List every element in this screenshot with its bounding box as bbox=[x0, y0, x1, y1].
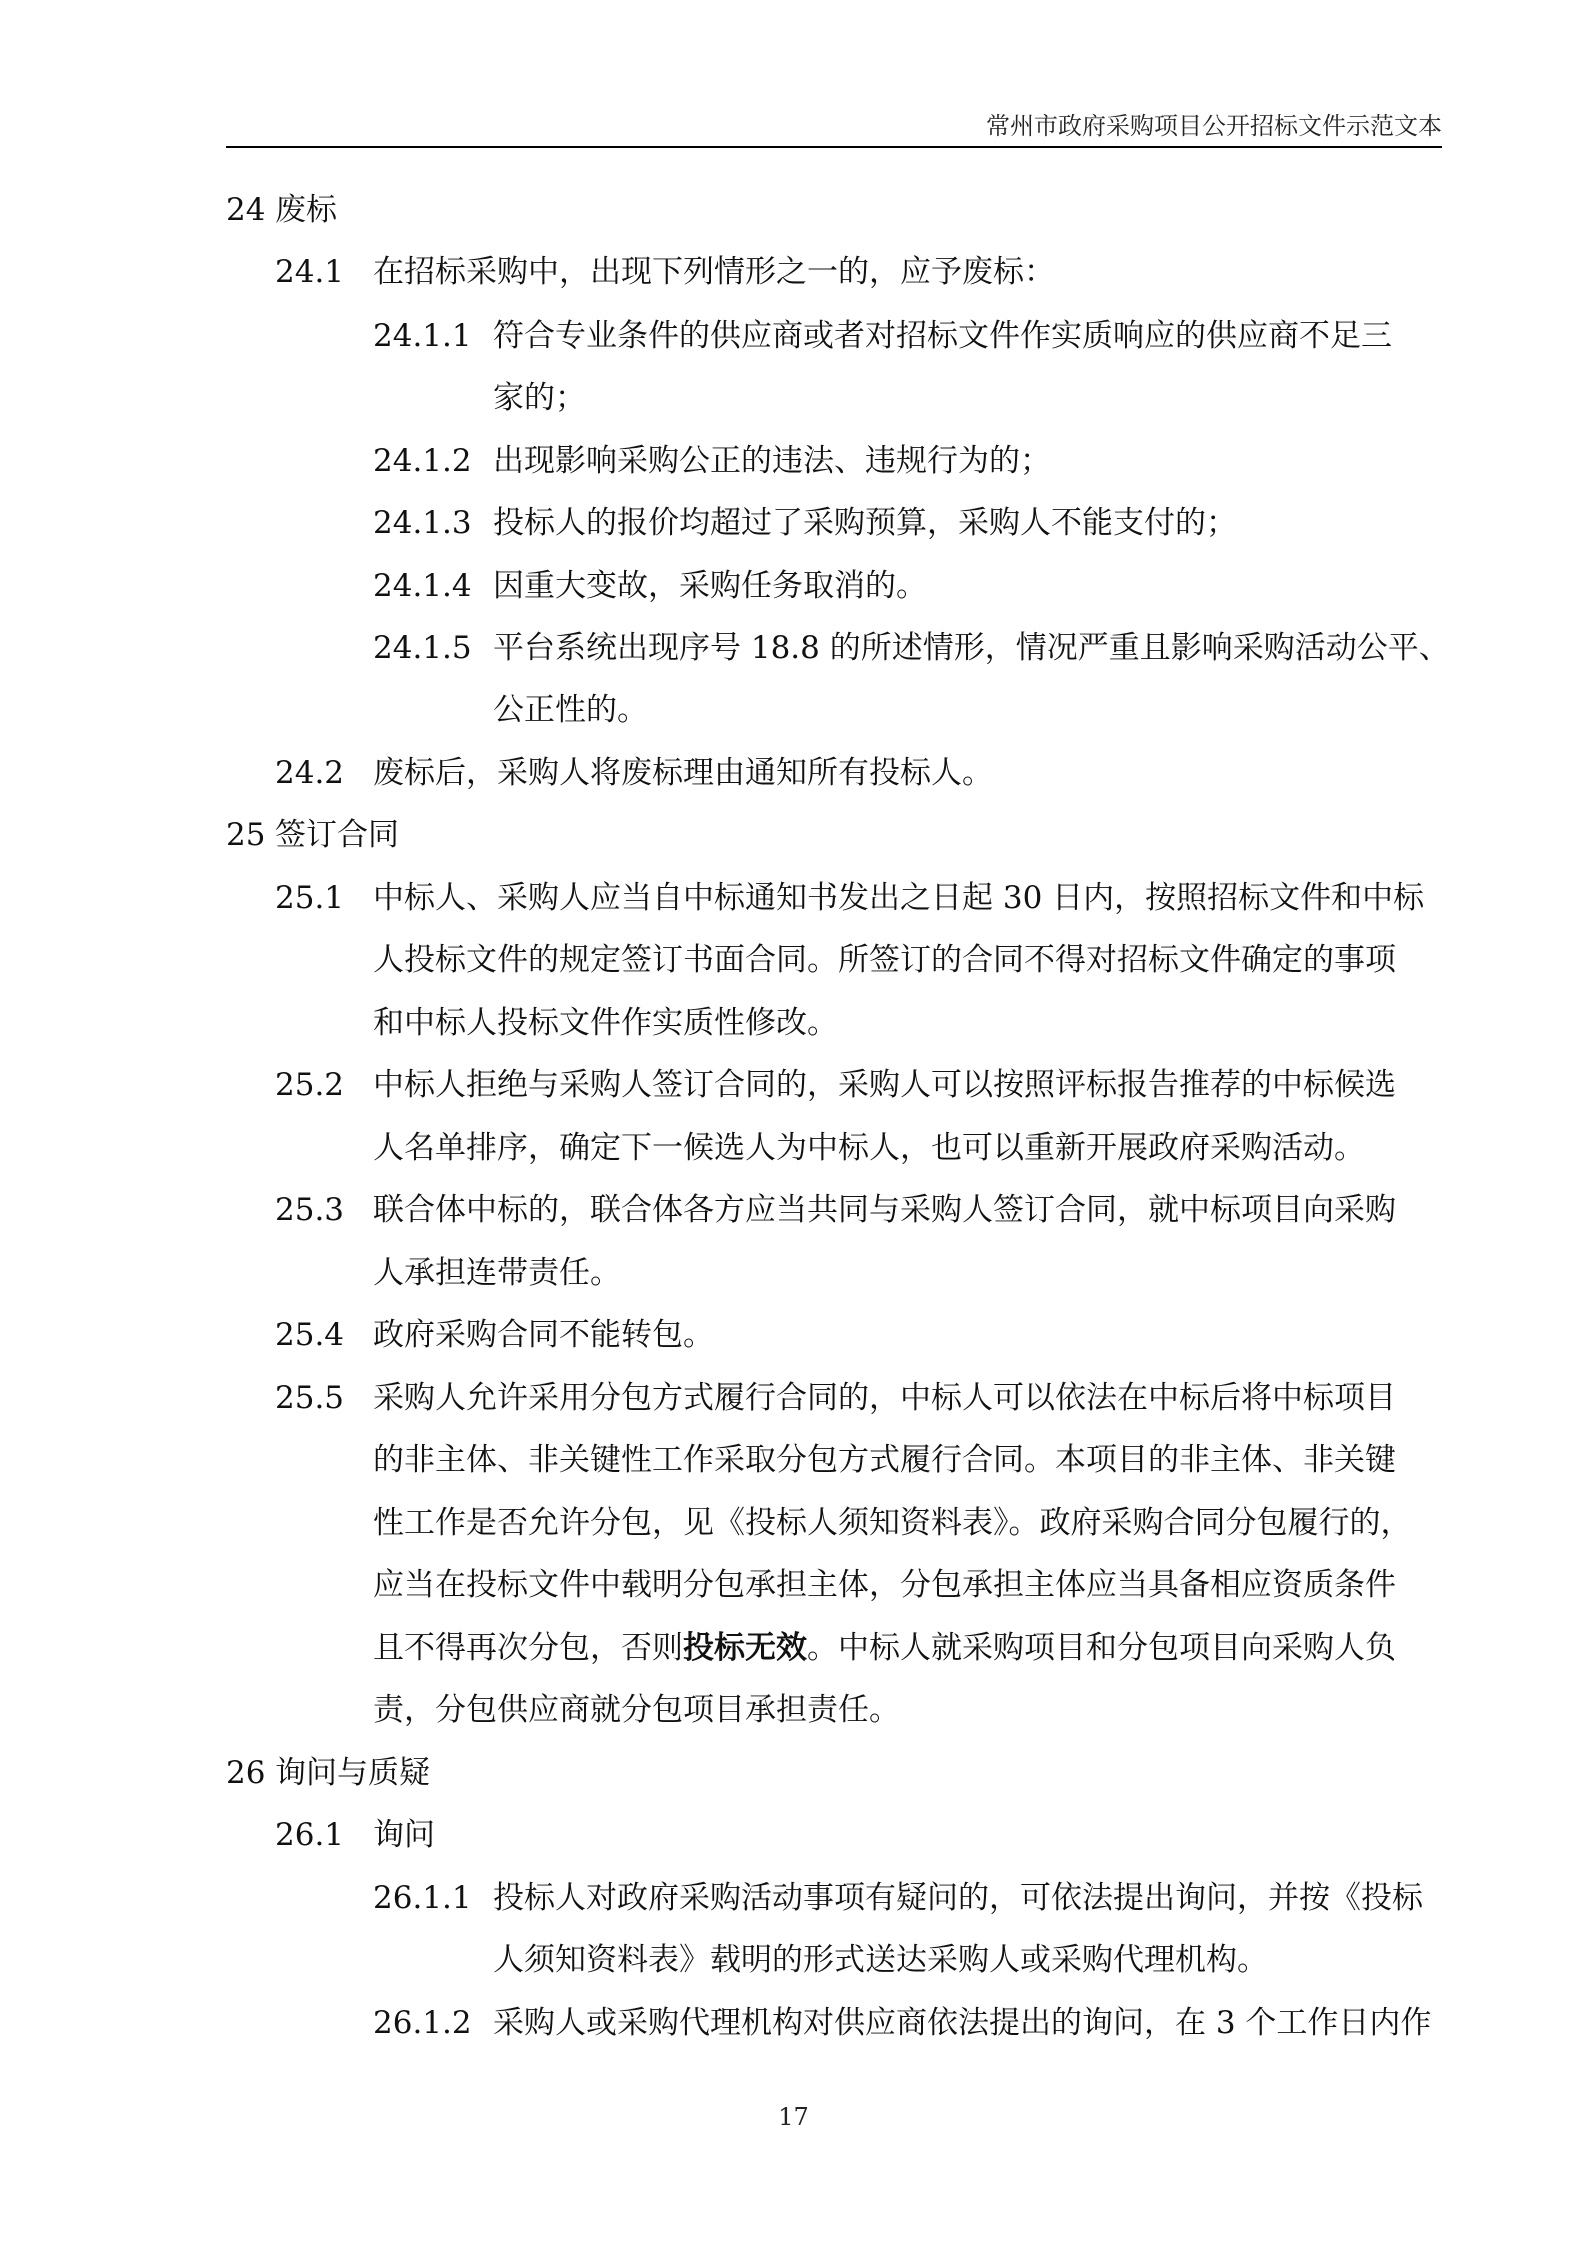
clause-text: 性工作是否允许分包，见《投标人须知资料表》。政府采购合同分包履行的， bbox=[373, 1505, 1412, 1541]
subclause-text: 出现影响采购公正的违法、违规行为的； bbox=[493, 443, 1051, 479]
subclause-text: 投标人对政府采购活动事项有疑问的，可依法提出询问，并按《投标 bbox=[493, 1880, 1423, 1916]
clause-text: 人名单排序，确定下一候选人为中标人，也可以重新开展政府采购活动。 bbox=[373, 1130, 1365, 1166]
emphasis-text: 投标无效 bbox=[683, 1630, 807, 1666]
clause-text: 的非主体、非关键性工作采取分包方式履行合同。本项目的非主体、非关键 bbox=[373, 1442, 1396, 1478]
subclause-text: 采购人或采购代理机构对供应商依法提出的询问，在 3 个工作日内作 bbox=[493, 2005, 1432, 2041]
header-title: 常州市政府采购项目公开招标文件示范文本 bbox=[986, 112, 1442, 140]
clause-number: 24.2 bbox=[275, 755, 345, 791]
subclause-number: 24.1.2 bbox=[373, 443, 472, 479]
clause-text: 中标人拒绝与采购人签订合同的，采购人可以按照评标报告推荐的中标候选 bbox=[373, 1067, 1396, 1103]
section-title: 签订合同 bbox=[275, 817, 399, 853]
subclause-text: 符合专业条件的供应商或者对招标文件作实质响应的供应商不足三 bbox=[493, 318, 1392, 354]
clause-text: 在招标采购中，出现下列情形之一的，应予废标： bbox=[373, 254, 1055, 290]
clause-text: 询问 bbox=[373, 1817, 435, 1853]
clause-text: 政府采购合同不能转包。 bbox=[373, 1317, 714, 1353]
clause-number: 25.5 bbox=[275, 1380, 345, 1416]
section-number: 24 bbox=[226, 192, 266, 228]
subclause-number: 26.1.2 bbox=[373, 2005, 472, 2041]
clause-text: 采购人允许采用分包方式履行合同的，中标人可以依法在中标后将中标项目 bbox=[373, 1380, 1396, 1416]
subclause-number: 26.1.1 bbox=[373, 1880, 472, 1916]
subclause-number: 24.1.4 bbox=[373, 568, 472, 604]
clause-number: 25.2 bbox=[275, 1067, 345, 1103]
clause-number: 24.1 bbox=[275, 254, 345, 290]
clause-number: 25.3 bbox=[275, 1192, 345, 1228]
section-number: 26 bbox=[226, 1755, 266, 1791]
clause-text: 废标后，采购人将废标理由通知所有投标人。 bbox=[373, 755, 993, 791]
subclause-number: 24.1.3 bbox=[373, 505, 472, 541]
clause-number: 25.1 bbox=[275, 880, 345, 916]
subclause-text: 家的； bbox=[493, 380, 586, 416]
clause-text bbox=[373, 1628, 1396, 1668]
section-number: 25 bbox=[226, 817, 266, 853]
clause-text: 应当在投标文件中载明分包承担主体，分包承担主体应当具备相应资质条件 bbox=[373, 1567, 1396, 1603]
clause-text: 联合体中标的，联合体各方应当共同与采购人签订合同，就中标项目向采购 bbox=[373, 1192, 1396, 1228]
clause-text-part: 且不得再次分包，否则 bbox=[373, 1630, 683, 1666]
subclause-text: 人须知资料表》载明的形式送达采购人或采购代理机构。 bbox=[493, 1942, 1268, 1978]
section-title: 询问与质疑 bbox=[275, 1755, 430, 1791]
clause-text-part: 。中标人就采购项目和分包项目向采购人负 bbox=[807, 1630, 1396, 1666]
clause-number: 26.1 bbox=[275, 1817, 345, 1853]
header-rule bbox=[226, 146, 1442, 148]
clause-text: 人投标文件的规定签订书面合同。所签订的合同不得对招标文件确定的事项 bbox=[373, 942, 1396, 978]
subclause-text: 因重大变故，采购任务取消的。 bbox=[493, 568, 927, 604]
subclause-text: 投标人的报价均超过了采购预算，采购人不能支付的； bbox=[493, 505, 1237, 541]
subclause-number: 24.1.5 bbox=[373, 630, 472, 666]
page-number: 17 bbox=[778, 2103, 809, 2131]
clause-text: 中标人、采购人应当自中标通知书发出之日起 30 日内，按照招标文件和中标 bbox=[373, 880, 1425, 916]
subclause-text: 平台系统出现序号 18.8 的所述情形，情况严重且影响采购活动公平、 bbox=[493, 630, 1450, 666]
subclause-number: 24.1.1 bbox=[373, 318, 472, 354]
clause-text: 责，分包供应商就分包项目承担责任。 bbox=[373, 1692, 900, 1728]
clause-text: 人承担连带责任。 bbox=[373, 1255, 621, 1291]
section-title: 废标 bbox=[275, 192, 337, 228]
clause-text: 和中标人投标文件作实质性修改。 bbox=[373, 1005, 838, 1041]
clause-number: 25.4 bbox=[275, 1317, 345, 1353]
subclause-text: 公正性的。 bbox=[493, 692, 648, 728]
